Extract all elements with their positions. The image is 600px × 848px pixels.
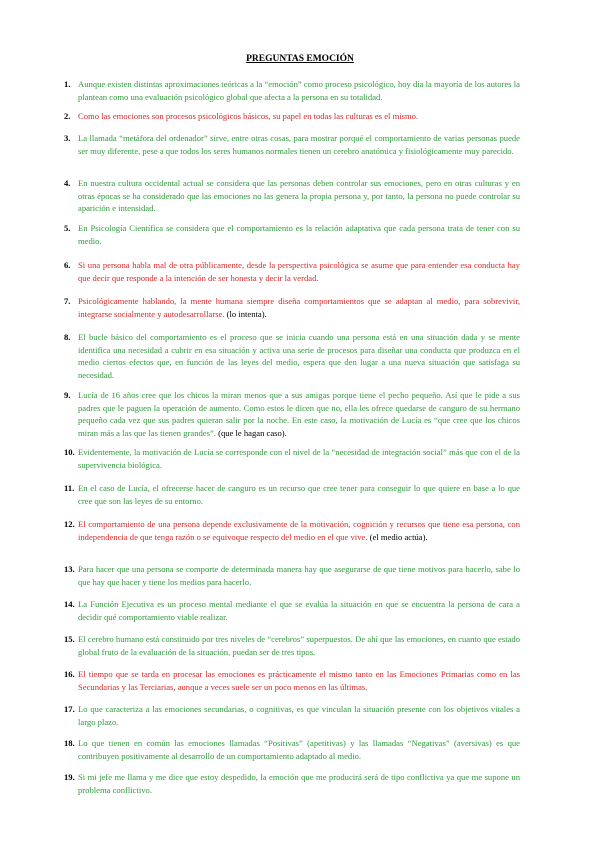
question-2 [64, 110, 520, 123]
question-14 [64, 598, 520, 623]
question-text: Psicológicamente hablando, la mente humana siempre diseña comportamientos que se adaptan al medio, para sobrevivir, integrarse socialmente y autodesarrollarse. [78, 296, 520, 319]
question-number: 19. [64, 772, 75, 782]
question-number: 16. [64, 669, 75, 679]
question-number: 2. [64, 111, 71, 121]
question-number: 7. [64, 296, 71, 306]
question-13 [64, 563, 520, 588]
question-number: 17. [64, 704, 75, 714]
question-number: 3. [64, 133, 71, 143]
question-note: (lo intenta). [224, 308, 267, 319]
question-text: La Función Ejecutiva es un proceso mental mediante el que se evalúa la situación en que se encuentra la persona de cara a decidir qué comportamiento viable realizar. [78, 599, 520, 622]
question-number: 15. [64, 634, 75, 644]
question-3 [64, 132, 520, 157]
question-12 [64, 518, 520, 543]
question-text: El comportamiento de una persona depende exclusivamente de la motivación, cognición y recursos que tiene esa persona, con independencia de que tenga razón o se equivoque respecto del medio en el que vive. [78, 519, 520, 542]
question-5 [64, 222, 520, 247]
question-number: 9. [64, 390, 71, 400]
question-10 [64, 446, 520, 471]
question-text: Lo que caracteriza a las emociones secundarias, o cognitivas, es que vinculan la situación presente con los objetivos vitales a largo plazo. [78, 704, 520, 727]
question-number: 13. [64, 564, 75, 574]
question-text: En nuestra cultura occidental actual se considera que las personas deben controlar sus emociones, pero en otras culturas y en otras épocas se ha considerado que las emociones no las genera la propia persona y, por tanto, la persona no puede controlar su aparición e intensidad. [78, 178, 520, 214]
question-number: 11. [64, 483, 75, 493]
question-text: En el caso de Lucía, el ofrecerse hacer de canguro es un recurso que cree tener para conseguir lo que quiere en base a lo que cree que son las leyes de su entorno. [78, 483, 520, 506]
page-title: PREGUNTAS EMOCIÓN [246, 54, 354, 64]
question-text: El bucle básico del comportamiento es el proceso que se inicia cuando una persona está en una situación dada y se mente identifica una necesidad a cubrir en esa situación y activa una serie de procesos para diseñar una conducta que produzca en el medio ciertos efectos que, en función de las leyes del medio, espera que den lugar a una nueva situación que satisfaga su necesidad. [78, 332, 520, 380]
question-text: En Psicología Científica se considera que el comportamiento es la relación adaptativa que cada persona trata de tener con su medio. [78, 223, 520, 246]
question-6 [64, 259, 520, 284]
question-1 [64, 78, 520, 103]
question-7 [64, 295, 520, 320]
question-number: 4. [64, 178, 71, 188]
question-number: 10. [64, 447, 75, 457]
question-19 [64, 771, 520, 796]
question-17 [64, 703, 520, 728]
question-text: El cerebro humano está constituido por tres niveles de “cerebros” superpuestos. De ahí que las emociones, en cuanto que estado global fruto de la evaluación de la situación, puedan ser de tres tipos. [78, 634, 520, 657]
question-text: Si una persona habla mal de otra públicamente, desde la perspectiva psicológica se asume que para entender esa conducta hay que decir que responde a la intención de ser honesta y decir la verdad. [78, 260, 520, 283]
question-text: Lucía de 16 años cree que los chicos la miran menos que a sus amigas porque tiene el pecho pequeño. Así que le pide a sus padres que le paguen la operación de aumento. Como estos le dicen que no, ella les ofrece quedarse de canguro de su hermano pequeño cada vez que sus padres quieran salir por la noche. En este caso, la motivación de Lucía es “que cree que los chicos miran más a las que las tienen grandes”. [78, 390, 520, 438]
question-text: Para hacer que una persona se comporte de determinada manera hay que asegurarse de que tiene motivos para hacerlo, sabe lo que hay que hacer y tiene los medios para hacerlo. [78, 564, 520, 587]
question-text: El tiempo que se tarda en procesar las emociones es prácticamente el mismo tanto en las Emociones Primarias como en las Secundarias y las Terciarias, aunque a veces suele ser un poco menos en las últimas. [78, 669, 520, 692]
question-note: (el medio actúa). [367, 531, 428, 542]
question-16 [64, 668, 520, 693]
question-15 [64, 633, 520, 658]
question-number: 5. [64, 223, 71, 233]
question-note: (que le hagan caso). [215, 427, 287, 438]
question-number: 18. [64, 738, 75, 748]
question-number: 1. [64, 79, 71, 89]
question-number: 8. [64, 332, 71, 342]
question-text: Si mi jefe me llama y me dice que estoy despedido, la emoción que me producirá será de tipo conflictiva ya que me supone un problema conflictivo. [78, 772, 520, 795]
question-9 [64, 389, 520, 439]
question-8 [64, 331, 520, 381]
question-text: Lo que tienen en común las emociones llamadas “Positivas” (apetitivas) y las llamadas “Negativas” (aversivas) es que contribuyen positivamente al desarrollo de un comportamiento adaptado al medio. [78, 738, 520, 761]
question-number: 14. [64, 599, 75, 609]
question-number: 12. [64, 519, 75, 529]
question-text: Aunque existen distintas aproximaciones teóricas a la “emoción” como proceso psicológico, hoy día la mayoría de los autores la plantean como una evaluación psicológico global que afecta a la persona en su totalidad. [78, 79, 520, 102]
question-18 [64, 737, 520, 762]
question-number: 6. [64, 260, 71, 270]
question-text: La llamada “metáfora del ordenador” sirve, entre otras cosas, para mostrar porqué el comportamiento de varias personas puede ser muy diferente, pese a que todos los seres humanos normales tienen un cerebro anatómica y fisiológicamente muy parecido. [78, 133, 520, 156]
question-11 [64, 482, 520, 507]
question-4 [64, 177, 520, 215]
question-text: Como las emociones son procesos psicológicos básicos, su papel en todas las culturas es el mismo. [78, 111, 419, 121]
question-text: Evidentemente, la motivación de Lucía se corresponde con el nivel de la “necesidad de integración social” más que con el de la supervivencia biológica. [78, 447, 520, 470]
